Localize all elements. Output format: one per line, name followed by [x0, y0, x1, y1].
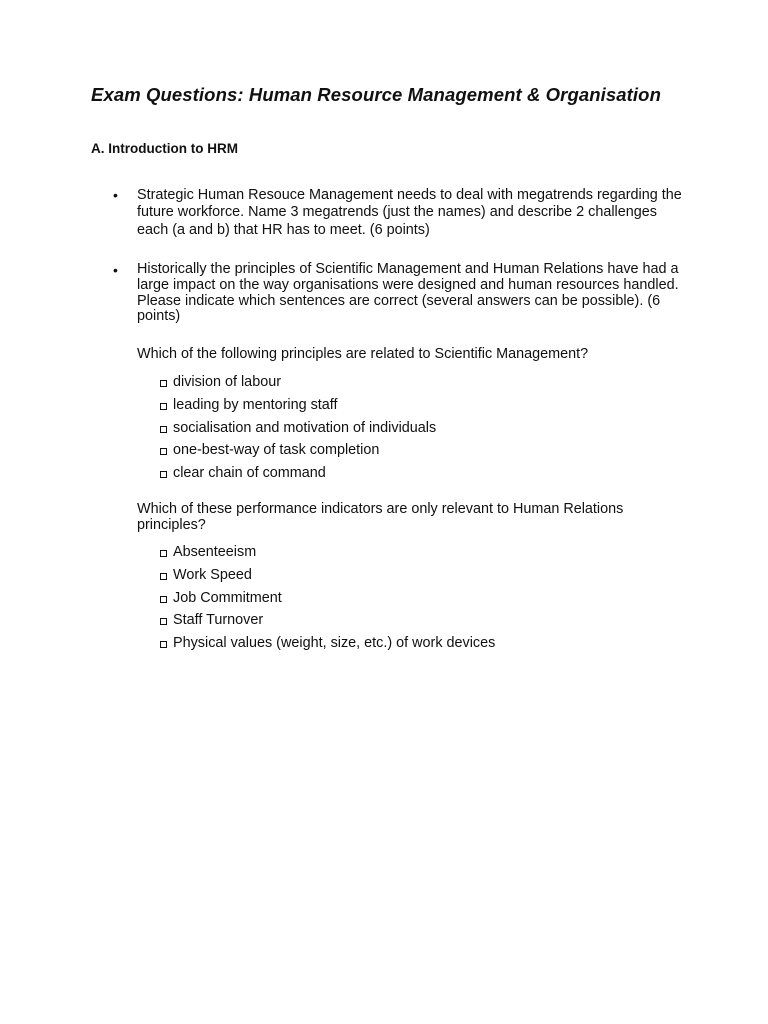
- option-label: leading by mentoring staff: [173, 396, 338, 413]
- subquestion-human-relations: Which of these performance indicators are only relevant to Human Relations principles?: [137, 501, 624, 534]
- question-2-text: Historically the principles of Scientific Management and Human Relations have had a large impact on the way organisations were designed and human resources handled. Please indicate which sentences are correct (several answers can be possible). (6 points): [137, 261, 679, 325]
- bullet-icon: •: [113, 262, 118, 278]
- bullet-icon: •: [113, 187, 118, 203]
- checkbox-icon[interactable]: [160, 403, 167, 410]
- option-label: Work Speed: [173, 566, 252, 583]
- option-label: Staff Turnover: [173, 612, 264, 629]
- checkbox-icon[interactable]: [160, 426, 167, 433]
- option-label: division of labour: [173, 374, 281, 390]
- option-label: clear chain of command: [173, 465, 326, 482]
- option-label: one-best-way of task completion: [173, 442, 380, 459]
- checkbox-icon[interactable]: [160, 448, 167, 455]
- checkbox-icon[interactable]: [160, 471, 167, 478]
- document-title: Exam Questions: Human Resource Management & Organisation: [91, 84, 661, 105]
- option-label: Absenteeism: [173, 544, 257, 560]
- checkbox-icon[interactable]: [160, 550, 167, 557]
- checkbox-icon[interactable]: [160, 641, 167, 648]
- question-1-text: Strategic Human Resouce Management needs to deal with megatrends regarding the future workforce. Name 3 megatrends (just the names) and describe 2 challenges each (a and b) that HR has to meet. (6 points): [137, 187, 682, 238]
- section-heading: A. Introduction to HRM: [91, 141, 238, 156]
- checkbox-icon[interactable]: [160, 380, 167, 387]
- checkbox-icon[interactable]: [160, 618, 167, 625]
- option-label: socialisation and motivation of individuals: [173, 419, 437, 436]
- option-label: Physical values (weight, size, etc.) of work devices: [173, 635, 496, 652]
- checkbox-icon[interactable]: [160, 596, 167, 603]
- option-label: Job Commitment: [173, 589, 282, 606]
- subquestion-scientific-management: Which of the following principles are related to Scientific Management?: [137, 346, 589, 362]
- checkbox-icon[interactable]: [160, 573, 167, 580]
